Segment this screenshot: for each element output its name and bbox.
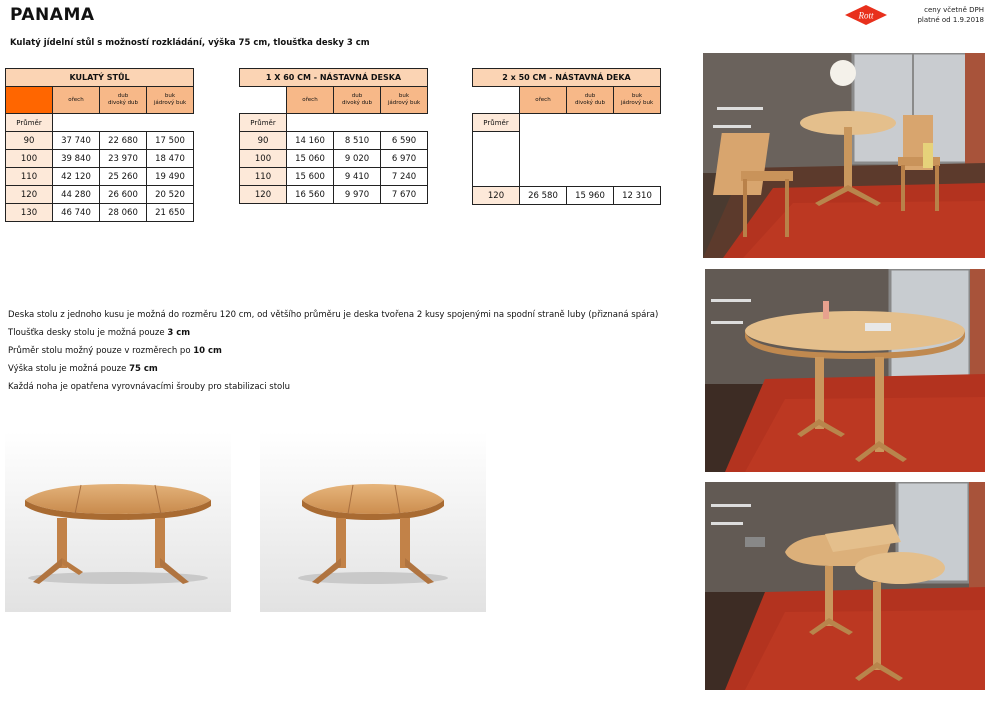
rott-logo	[844, 4, 888, 26]
table-row: 110 15 600 9 410 7 240	[240, 168, 428, 186]
room-photo-extended-table	[705, 269, 985, 472]
column-header-walnut: ořech	[287, 87, 334, 114]
price-note	[917, 5, 984, 25]
table-title: 2 x 50 CM - NÁSTAVNÁ DEKA	[473, 69, 661, 87]
price-note-vat: ceny včetně DPH	[924, 6, 984, 14]
column-header-beech: buk jádrový buk	[381, 87, 428, 114]
empty-diameter-cell	[473, 132, 520, 187]
table-row: 130 46 740 28 060 21 650	[6, 204, 194, 222]
column-header-beech: buk jádrový buk	[614, 87, 661, 114]
column-header-oak: dub divoký dub	[100, 87, 147, 114]
note-line: Průměr stolu možný pouze v rozměrech po 10 cm	[8, 346, 222, 356]
diameter-label: Průměr	[6, 114, 53, 132]
price-table-round	[5, 68, 194, 222]
room-photo-dining-set	[703, 53, 985, 258]
column-header-oak: dub divoký dub	[567, 87, 614, 114]
product-photo-extended	[5, 432, 231, 612]
note-line: Tloušťka desky stolu je možná pouze 3 cm	[8, 328, 191, 338]
column-header-walnut: ořech	[520, 87, 567, 114]
table-row: 90 14 160 8 510 6 590	[240, 132, 428, 150]
table-row: 100 15 060 9 020 6 970	[240, 150, 428, 168]
column-header-beech: buk jádrový buk	[147, 87, 194, 114]
note-line: Deska stolu z jednoho kusu je možná do rozměru 120 cm, od většího průměru je deska tvořena 2 kusy spojenými na spodní straně luby (přiznaná spára)	[8, 310, 659, 320]
table-row: 120 26 580 15 960 12 310	[473, 187, 661, 205]
page-title: PANAMA	[10, 5, 95, 25]
table-row: 120 44 280 26 600 20 520	[6, 186, 194, 204]
notes-block	[8, 306, 658, 396]
diameter-label: Průměr	[473, 114, 520, 132]
corner-cell	[6, 87, 53, 114]
diameter-label: Průměr	[240, 114, 287, 132]
svg-text:Rott: Rott	[858, 10, 874, 21]
page-subtitle: Kulatý jídelní stůl s možností rozkládání, výška 75 cm, tloušťka desky 3 cm	[10, 38, 370, 48]
table-row: 120 16 560 9 970 7 670	[240, 186, 428, 204]
price-note-date: platné od 1.9.2018	[917, 16, 984, 24]
note-line: Výška stolu je možná pouze 75 cm	[8, 364, 158, 374]
column-header-walnut: ořech	[53, 87, 100, 114]
table-row: 110 42 120 25 260 19 490	[6, 168, 194, 186]
table-title: KULATÝ STŮL	[6, 69, 194, 87]
price-table-extension-60	[239, 68, 428, 204]
table-row: 90 37 740 22 680 17 500	[6, 132, 194, 150]
column-header-oak: dub divoký dub	[334, 87, 381, 114]
room-photo-extending-table	[705, 482, 985, 690]
product-photo-round	[260, 432, 486, 612]
note-line: Každá noha je opatřena vyrovnávacími šrouby pro stabilizaci stolu	[8, 382, 290, 392]
table-row: 100 39 840 23 970 18 470	[6, 150, 194, 168]
price-table-extension-50	[472, 68, 661, 205]
table-title: 1 X 60 CM - NÁSTAVNÁ DESKA	[240, 69, 428, 87]
